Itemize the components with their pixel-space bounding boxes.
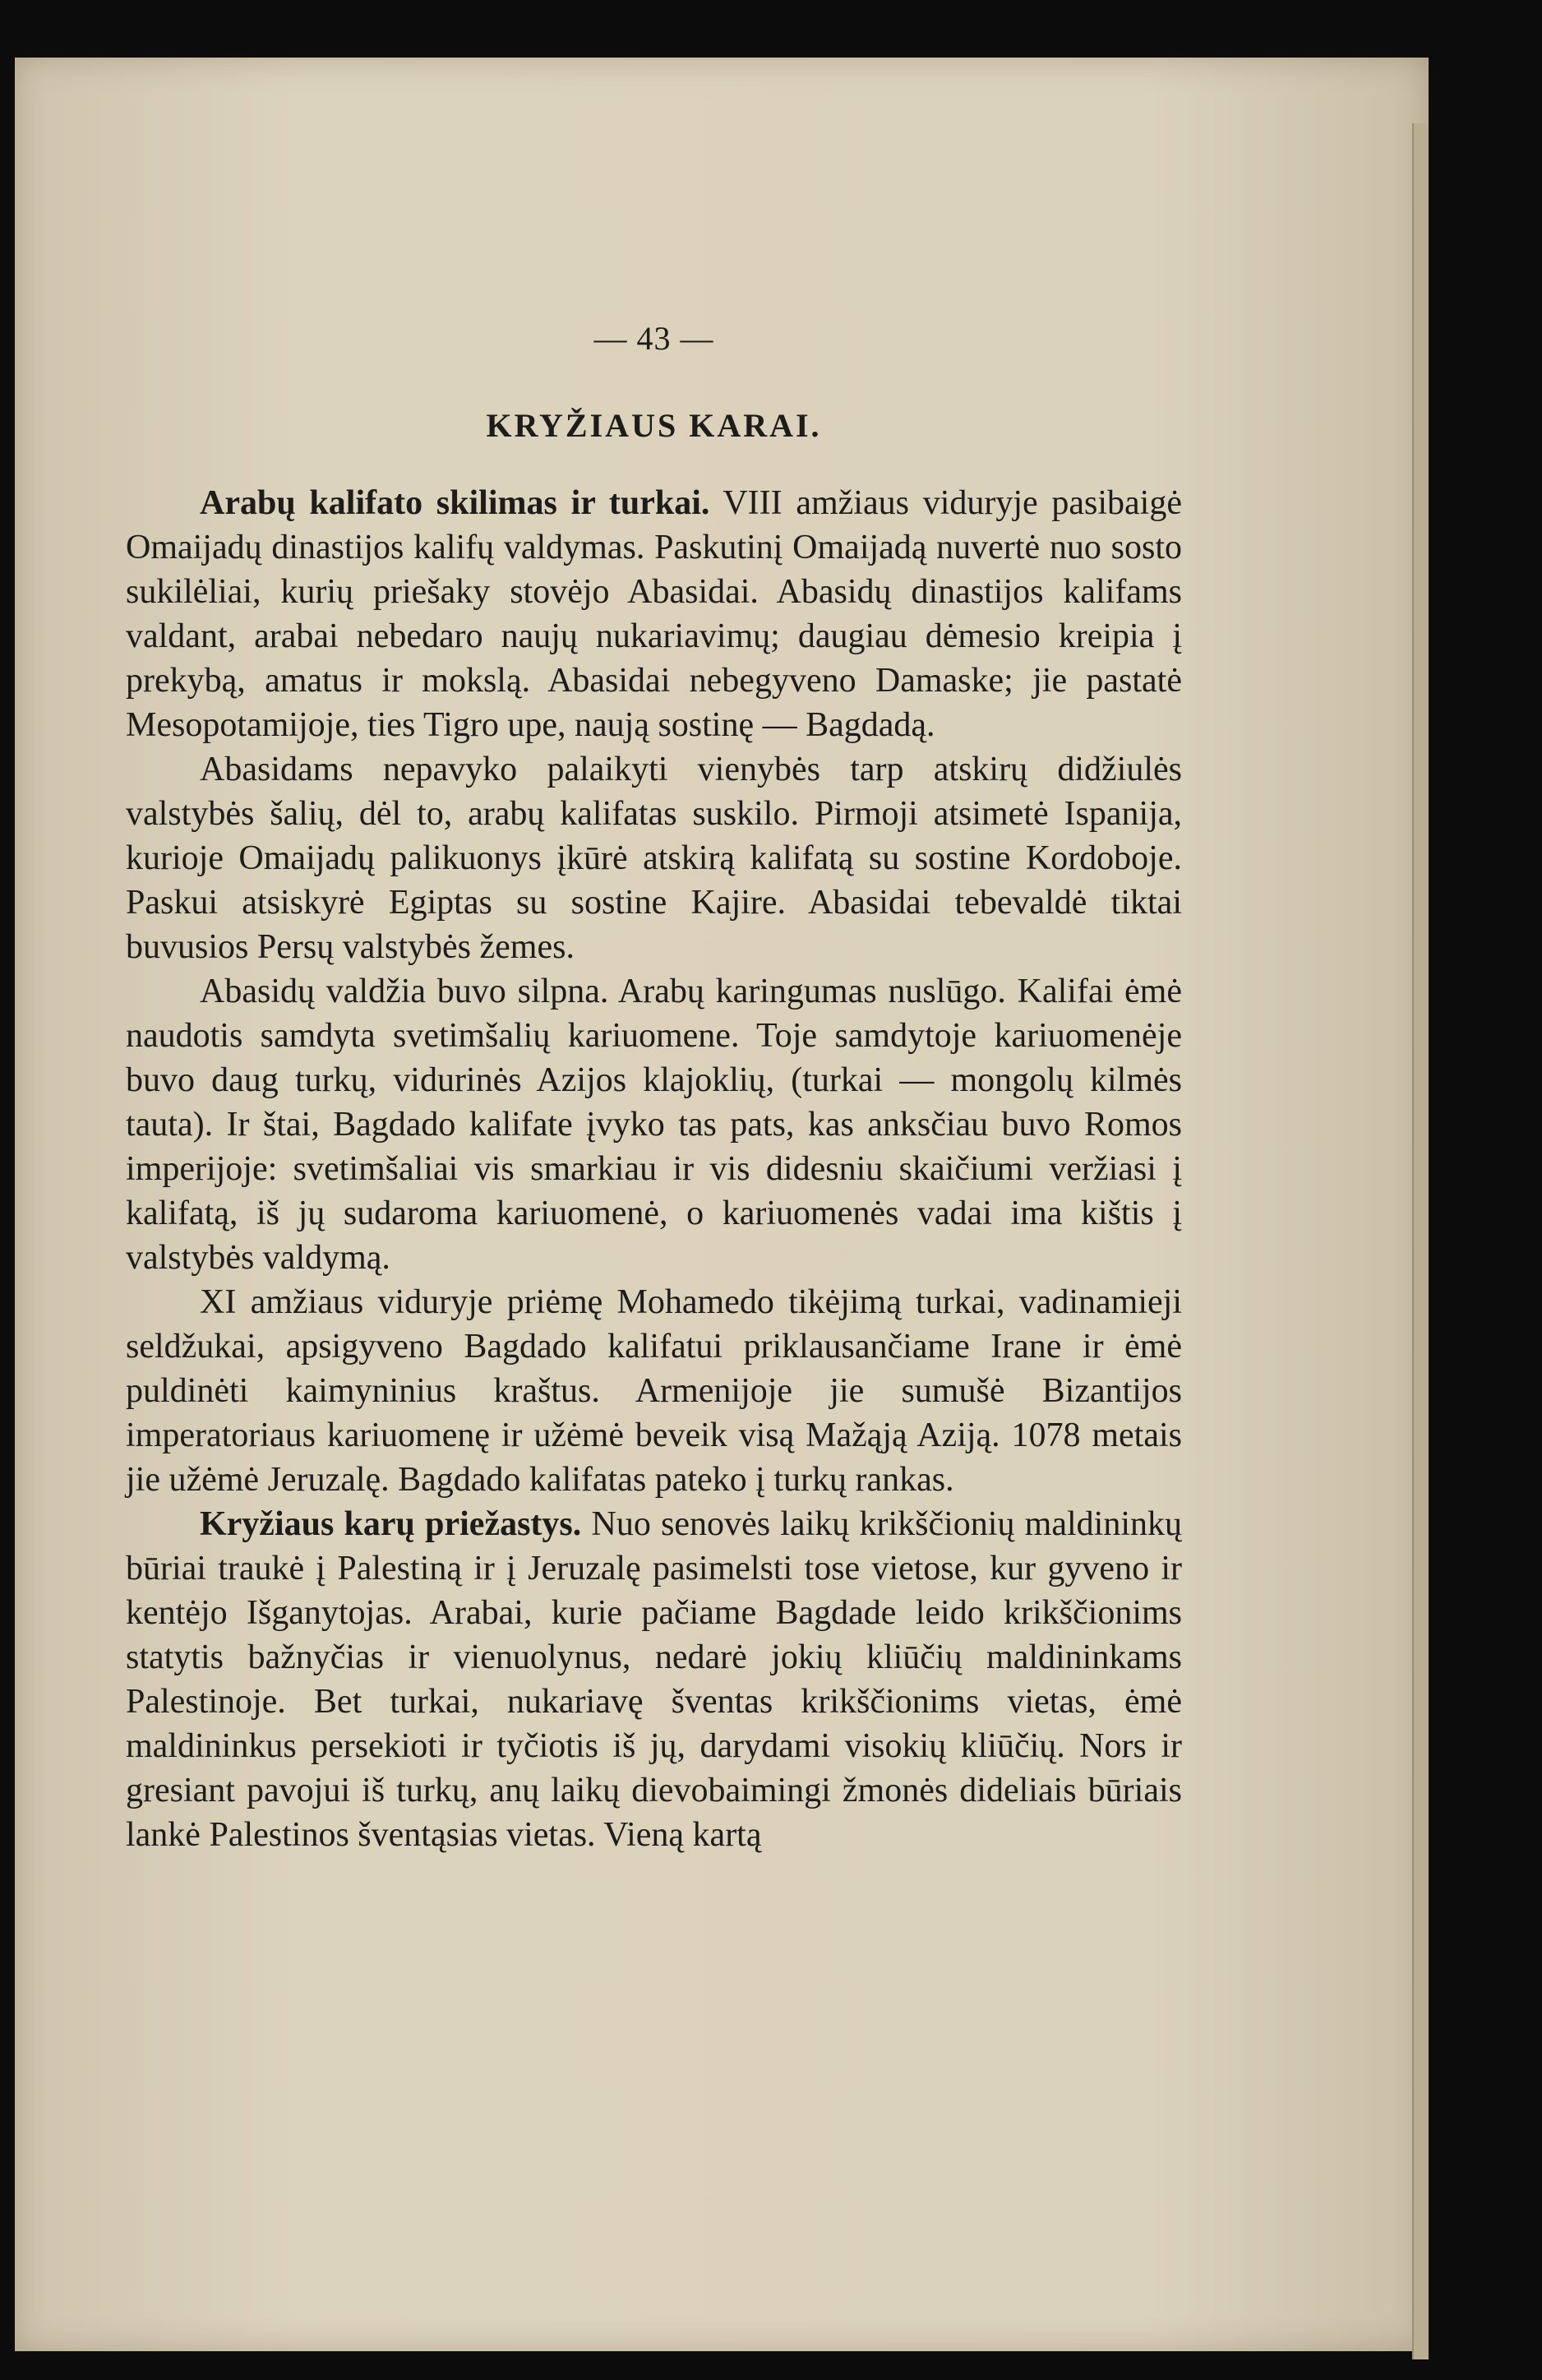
paragraph-5-heading: Kryžiaus karų priežastys. <box>200 1505 582 1543</box>
page-content <box>126 317 1182 1857</box>
page-number: — 43 — <box>593 320 714 357</box>
paragraph-1 <box>126 481 1182 747</box>
paragraph-3 <box>126 969 1182 1280</box>
paragraph-2-text: Abasidams nepavyko palaikyti vienybės tarp atskirų didžiulės valstybės šalių, dėl to, arabų kalifatas suskilo. Pirmoji atsimetė Ispanija, kurioje Omaijadų palikuonys įkūrė atskirą kalifatą su sostine Kordoboje. Paskui atsiskyrė Egiptas su sostine Kajire. Abasidai tebevaldė tiktai buvusios Persų valstybės žemes. <box>126 751 1182 966</box>
book-page <box>15 58 1429 2351</box>
paragraph-5 <box>126 1502 1182 1857</box>
paragraph-1-text: VIII amžiaus viduryje pasibaigė Omaijadų dinastijos kalifų valdymas. Paskutinį Omaijadą nuvertė nuo sosto sukilėliai, kurių priešaky stovėjo Abasidai. Abasidų dinastijos kalifams valdant, arabai nebedaro naujų nukariavimų; daugiau dėmesio kreipia į prekybą, amatus ir mokslą. Abasidai nebegyveno Damaske; jie pastatė Mesopotamijoje, ties Tigro upe, naują sostinę — Bagdadą. <box>126 484 1182 744</box>
page-edge <box>1412 123 1429 2359</box>
paragraph-2 <box>126 747 1182 969</box>
paragraph-5-text: Nuo senovės laikų krikščionių maldininkų būriai traukė į Palestiną ir į Jeruzalę pasimelsti tose vietose, kur gyveno ir kentėjo Išganytojas. Arabai, kurie pačiame Bagdade leido krikščionims statytis bažnyčias ir vienuolynus, nedarė jokių kliūčių maldininkams Palestinoje. Bet turkai, nukariavę šventas krikščionims vietas, ėmė maldininkus persekioti ir tyčiotis iš jų, darydami visokių kliūčių. Nors ir gresiant pavojui iš turkų, anų laikų dievobaimingi žmonės dideliais būriais lankė Palestinos šventąsias vietas. Vieną kartą <box>126 1505 1182 1854</box>
paragraph-4 <box>126 1280 1182 1502</box>
paragraph-1-heading: Arabų kalifato skilimas ir turkai. <box>200 484 710 522</box>
chapter-title: KRYŽIAUS KARAI. <box>486 407 822 444</box>
paragraph-3-text: Abasidų valdžia buvo silpna. Arabų karingumas nuslūgo. Kalifai ėmė naudotis samdyta svetimšalių kariuomene. Toje samdytoje kariuomenėje buvo daug turkų, vidurinės Azijos klajoklių, (turkai — mongolų kilmės tauta). Ir štai, Bagdado kalifate įvyko tas pats, kas anksčiau buvo Romos imperijoje: svetimšaliai vis smarkiau ir vis didesniu skaičiumi veržiasi į kalifatą, iš jų sudaroma kariuomenė, o kariuomenės vadai ima kištis į valstybės valdymą. <box>126 973 1182 1277</box>
paragraph-4-text: XI amžiaus viduryje priėmę Mohamedo tikėjimą turkai, vadinamieji seldžukai, apsigyveno Bagdado kalifatui priklausančiame Irane ir ėmė puldinėti kaimyninius kraštus. Armenijoje jie sumušė Bizantijos imperatoriaus kariuomenę ir užėmė beveik visą Mažąją Aziją. 1078 metais jie užėmė Jeruzalę. Bagdado kalifatas pateko į turkų rankas. <box>126 1283 1182 1499</box>
